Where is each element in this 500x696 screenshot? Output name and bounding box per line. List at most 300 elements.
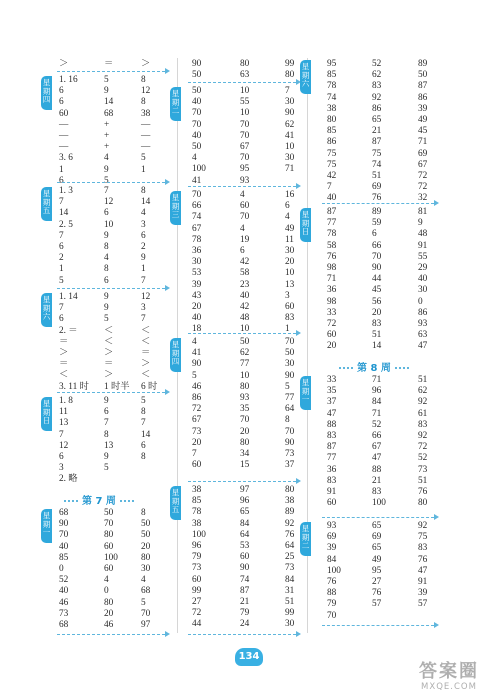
answer-cell: 1 <box>59 164 64 175</box>
answer-cell: 42 <box>327 171 337 181</box>
answer-cell: 53 <box>240 541 250 551</box>
answer-cell: 80 <box>240 437 250 448</box>
answer-cell: 83 <box>372 81 382 92</box>
answer-cell: 30 <box>285 97 295 108</box>
answer-cell: 84 <box>327 554 337 565</box>
answer-cell: 65 <box>240 507 250 518</box>
answer-cell: 67 <box>192 223 202 234</box>
answer-cell: 78 <box>192 234 202 245</box>
answer-row <box>0 585 500 599</box>
answer-cell: 90 <box>59 519 69 530</box>
answer-cell: 92 <box>418 521 428 531</box>
answer-cell: 1 时半 <box>104 381 130 392</box>
answer-cell: 11 <box>285 234 294 245</box>
weekday-tab: 星 期 二 <box>170 87 181 121</box>
answer-cell: 66 <box>372 240 382 251</box>
answer-cell: 68 <box>104 108 114 119</box>
answer-cell: — <box>141 131 151 141</box>
answer-cell: 62 <box>418 386 428 397</box>
answer-cell: 83 <box>418 543 428 554</box>
answer-cell: 96 <box>240 496 250 507</box>
answer-cell: 1. 8 <box>59 396 73 406</box>
answer-cell: 4 <box>104 153 109 164</box>
answer-cell: 80 <box>285 70 295 81</box>
answer-row <box>0 566 500 577</box>
answer-cell: 14 <box>59 208 69 219</box>
answer-cell: 59 <box>372 218 382 229</box>
answer-cell: 80 <box>104 597 114 608</box>
answer-cell: ＜ <box>59 370 69 381</box>
answer-cell: + <box>104 119 110 130</box>
answer-row <box>0 81 500 92</box>
answer-cell: 52 <box>372 419 382 430</box>
answer-cell: 30 <box>141 564 151 574</box>
answer-cell: — <box>59 131 69 141</box>
answer-cell: 3. 6 <box>59 153 73 164</box>
answer-cell: 70 <box>192 119 202 130</box>
weekday-tab: 星 期 三 <box>170 191 181 225</box>
answer-cell: 9 <box>104 452 109 462</box>
answer-cell: 34 <box>240 449 250 459</box>
answer-cell: 63 <box>240 70 250 81</box>
answer-row <box>0 341 500 352</box>
answer-cell: 38 <box>192 485 202 495</box>
answer-cell: — <box>141 119 151 130</box>
answer-cell: 60 <box>240 201 250 212</box>
answer-cell: 7 <box>59 429 64 440</box>
answer-row <box>0 330 500 341</box>
answer-cell: 6 <box>285 201 290 212</box>
answer-cell: 84 <box>285 574 295 585</box>
answer-cell: 71 <box>327 274 337 285</box>
answer-cell: 99 <box>285 608 295 619</box>
answer-cell: 68 <box>59 508 69 518</box>
answer-cell: 85 <box>327 70 337 81</box>
answer-cell: 40 <box>418 274 428 285</box>
answer-cell: 5 <box>104 463 109 474</box>
answer-cell: 7 <box>104 418 109 429</box>
answer-cell: 52 <box>418 453 428 464</box>
answer-cell: 6 <box>59 97 64 108</box>
answer-cell: 30 <box>285 246 295 256</box>
answer-cell: 96 <box>372 386 382 397</box>
answer-cell: 65 <box>372 115 382 125</box>
answer-cell: 50 <box>192 142 202 152</box>
answer-cell: 5 <box>104 75 109 85</box>
answer-cell: 78 <box>192 507 202 518</box>
answer-row <box>0 409 500 420</box>
answer-cell: 87 <box>372 137 382 148</box>
answer-cell: 24 <box>240 619 250 630</box>
answer-cell: — <box>141 142 151 153</box>
section-divider-arrow <box>322 517 434 518</box>
answer-cell: 71 <box>372 375 382 385</box>
answer-cell: 40 <box>192 97 202 108</box>
answer-cell: 6 <box>104 275 109 286</box>
answer-cell: 1. 3 <box>59 186 73 196</box>
answer-row <box>0 263 500 274</box>
answer-cell: 50 <box>418 70 428 81</box>
answer-cell: 70 <box>192 190 202 200</box>
answer-cell: 21 <box>240 597 250 607</box>
answer-cell: 8 <box>104 264 109 275</box>
answer-cell: 40 <box>240 290 250 301</box>
answer-cell: 93 <box>240 175 250 186</box>
answer-cell: 4 <box>141 208 146 219</box>
answer-cell: 42 <box>240 302 250 312</box>
answer-cell: 70 <box>327 610 337 621</box>
answer-cell: 6 <box>104 208 109 219</box>
answer-cell: 76 <box>327 251 337 262</box>
answer-cell: 1. 16 <box>59 75 78 85</box>
answer-cell: 76 <box>372 193 382 204</box>
answer-cell: 80 <box>240 381 250 392</box>
answer-cell: 10 <box>240 324 250 335</box>
answer-cell: 93 <box>327 521 337 531</box>
answer-cell: ＝ <box>104 59 114 69</box>
answer-cell: 4 <box>141 575 146 586</box>
answer-cell: 6 <box>59 86 64 97</box>
answer-cell: 45 <box>372 285 382 296</box>
answer-cell: ＝ <box>59 336 69 347</box>
answer-cell: 95 <box>240 164 250 175</box>
weekday-tab: 星 期 五 <box>170 486 181 520</box>
answer-cell: 80 <box>418 498 428 509</box>
section-divider-arrow <box>57 634 165 635</box>
weekday-tab: 星 期 六 <box>41 293 52 327</box>
answer-row <box>0 171 500 182</box>
answer-cell: 67 <box>192 415 202 426</box>
answer-row <box>0 218 500 229</box>
answer-row <box>0 375 500 386</box>
answer-cell: 11 <box>59 407 68 418</box>
weekday-tab: 星 期 六 <box>300 60 311 94</box>
answer-cell: 91 <box>418 577 428 587</box>
answer-cell: 87 <box>327 442 337 453</box>
weekday-tab: 星 期 一 <box>300 376 311 410</box>
answer-cell: 40 <box>59 541 69 552</box>
answer-cell: 38 <box>327 103 337 114</box>
answer-cell: 60 <box>240 552 250 563</box>
answer-cell: 73 <box>192 426 202 437</box>
answer-cell: 2. 略 <box>59 474 78 485</box>
answer-row <box>0 386 500 397</box>
answer-cell: 13 <box>59 418 69 429</box>
answer-cell: 5 <box>141 153 146 164</box>
answer-cell: 73 <box>59 608 69 619</box>
answer-cell: 30 <box>418 285 428 296</box>
answer-cell: 29 <box>418 263 428 273</box>
answer-cell: 0 <box>104 586 109 597</box>
answer-cell: 75 <box>418 532 428 543</box>
answer-cell: 72 <box>192 608 202 619</box>
answer-cell: 78 <box>327 229 337 240</box>
weekday-tab: 星 期 二 <box>300 522 311 556</box>
answer-cell: 18 <box>192 324 202 335</box>
answer-cell: 86 <box>418 307 428 318</box>
answer-cell: 67 <box>418 159 428 170</box>
answer-cell: 27 <box>192 597 202 607</box>
answer-cell: 6 <box>59 452 64 462</box>
answer-cell: 39 <box>418 103 428 114</box>
answer-cell: 9 <box>104 164 109 175</box>
answer-row <box>0 207 500 218</box>
answer-cell: 7 <box>192 449 197 459</box>
answer-cell: 53 <box>192 268 202 279</box>
answer-cell: 65 <box>372 521 382 531</box>
answer-cell: 95 <box>327 59 337 69</box>
answer-cell: 60 <box>285 302 295 312</box>
answer-cell: 93 <box>240 393 250 403</box>
answer-cell: 12 <box>141 86 151 97</box>
answer-row <box>0 465 500 476</box>
weekday-tab: 星 期 四 <box>41 76 52 110</box>
answer-cell: 70 <box>141 608 151 619</box>
answer-cell: 77 <box>327 453 337 464</box>
answer-cell: ＞ <box>59 59 69 69</box>
answer-cell: 5 <box>104 175 109 186</box>
answer-row <box>0 319 500 330</box>
answer-row <box>0 420 500 431</box>
answer-cell: 79 <box>327 599 337 610</box>
answer-cell: 80 <box>240 59 250 69</box>
answer-cell: 49 <box>285 223 295 234</box>
answer-cell: 100 <box>372 498 386 509</box>
answer-cell: 70 <box>285 426 295 437</box>
answer-cell: 60 <box>104 541 114 552</box>
answer-cell: 5 <box>59 275 64 286</box>
answer-cell: 72 <box>192 404 202 415</box>
answer-cell: 76 <box>418 487 428 497</box>
answer-cell: 9 <box>104 292 109 302</box>
answer-cell: ＜ <box>104 325 114 336</box>
answer-row <box>0 229 500 240</box>
answer-cell: 93 <box>418 319 428 329</box>
answer-cell: 10 <box>285 268 295 279</box>
answer-row <box>0 543 500 554</box>
answer-cell: 90 <box>285 437 295 448</box>
answer-cell: 92 <box>418 397 428 408</box>
answer-cell: 6 时 <box>141 381 158 392</box>
answer-cell: 68 <box>141 586 151 597</box>
answer-cell: 61 <box>418 408 428 419</box>
answer-cell: 4 <box>104 253 109 264</box>
answer-row <box>0 285 500 296</box>
answer-cell: 13 <box>285 279 295 290</box>
answer-cell: 46 <box>59 597 69 608</box>
answer-cell: 90 <box>192 59 202 69</box>
answer-cell: 49 <box>418 115 428 125</box>
answer-cell: 69 <box>372 532 382 543</box>
answer-cell: 8 <box>141 508 146 518</box>
answer-cell: 85 <box>327 126 337 137</box>
answer-cell: 9 <box>104 396 109 406</box>
answer-cell: 37 <box>285 460 295 471</box>
answer-row <box>0 104 500 115</box>
answer-cell: 56 <box>372 296 382 307</box>
answer-cell: 36 <box>192 246 202 256</box>
answer-cell: 40 <box>192 130 202 141</box>
answer-cell: 4 <box>240 223 245 234</box>
answer-cell: 3 <box>285 290 290 301</box>
answer-cell: 66 <box>372 431 382 441</box>
section-divider-arrow <box>322 625 434 626</box>
answer-cell: 72 <box>327 319 337 329</box>
answer-cell: 55 <box>240 97 250 108</box>
answer-cell: 40 <box>192 313 202 324</box>
answer-cell: 69 <box>372 182 382 193</box>
answer-cell: ＝ <box>59 359 69 370</box>
answer-cell: 88 <box>372 464 382 475</box>
answer-cell: 8 <box>141 97 146 108</box>
answer-cell: 7 <box>104 186 109 196</box>
answer-cell: 80 <box>285 485 295 495</box>
answer-cell: 12 <box>104 197 114 208</box>
answer-row <box>0 574 500 588</box>
answer-row <box>0 431 500 442</box>
answer-cell: 70 <box>104 519 114 530</box>
answer-cell: 67 <box>240 142 250 152</box>
answer-cell: 5 <box>104 314 109 325</box>
answer-cell: 92 <box>372 92 382 103</box>
answer-cell: 50 <box>192 86 202 96</box>
answer-cell: 71 <box>372 408 382 419</box>
answer-cell: 83 <box>418 419 428 430</box>
answer-cell: 10 <box>104 219 114 230</box>
answer-cell: 71 <box>285 164 295 175</box>
answer-cell: 73 <box>285 449 295 459</box>
answer-cell: 30 <box>192 257 202 268</box>
answer-cell: 60 <box>59 108 69 119</box>
weekday-tab: 星 期 日 <box>300 208 311 242</box>
answer-cell: 60 <box>192 574 202 585</box>
answer-cell: ＜ <box>141 325 151 336</box>
answer-cell: 47 <box>327 408 337 419</box>
answer-cell: 6 <box>240 246 245 256</box>
section-divider-arrow <box>188 634 296 635</box>
answer-cell: 36 <box>327 285 337 296</box>
answer-cell: 4 <box>240 190 245 200</box>
answer-cell: 10 <box>240 86 250 96</box>
answer-cell: 89 <box>372 207 382 217</box>
answer-cell: 70 <box>372 251 382 262</box>
answer-cell: 4 <box>192 337 197 347</box>
answer-cell: 68 <box>59 620 69 630</box>
answer-cell: 90 <box>285 108 295 119</box>
answer-cell: 92 <box>285 518 295 529</box>
answer-cell: 50 <box>240 337 250 347</box>
answer-cell: 14 <box>141 197 151 208</box>
answer-cell: 3 <box>141 303 146 314</box>
answer-cell: 8 <box>104 429 109 440</box>
answer-cell: 20 <box>285 257 295 268</box>
answer-cell: 6 <box>59 242 64 252</box>
answer-row <box>0 59 500 70</box>
answer-cell: 2 <box>59 253 64 264</box>
answer-cell: 80 <box>327 115 337 125</box>
answer-cell: 90 <box>285 370 295 381</box>
answer-cell: 58 <box>327 240 337 251</box>
answer-cell: 83 <box>372 487 382 497</box>
answer-cell: 44 <box>192 619 202 630</box>
answer-row <box>0 137 500 148</box>
answer-cell: 43 <box>192 290 202 301</box>
answer-cell: 70 <box>240 153 250 164</box>
answer-row <box>0 599 500 610</box>
answer-cell: 55 <box>418 251 428 262</box>
answer-cell: 90 <box>372 263 382 273</box>
answer-cell: 1. 14 <box>59 292 78 302</box>
answer-cell: ＝ <box>104 359 114 370</box>
answer-cell: 57 <box>372 599 382 610</box>
section-divider-arrow <box>322 203 434 204</box>
answer-cell: 40 <box>327 193 337 204</box>
answer-cell: 75 <box>327 148 337 159</box>
answer-cell: 3 <box>141 219 146 230</box>
answer-row <box>0 297 500 308</box>
answer-cell: 44 <box>372 274 382 285</box>
answer-cell: 76 <box>285 529 295 540</box>
answer-cell: 67 <box>372 442 382 453</box>
answer-cell: 47 <box>372 453 382 464</box>
answer-cell: 16 <box>285 190 295 200</box>
answer-cell: 90 <box>240 563 250 574</box>
answer-cell: 5 <box>192 370 197 381</box>
answer-cell: 8 <box>141 186 146 196</box>
answer-cell: 7 <box>59 197 64 208</box>
answer-row <box>0 160 500 171</box>
answer-cell: 45 <box>418 126 428 137</box>
answer-cell: 0 <box>418 296 423 307</box>
answer-cell: 9 <box>104 86 109 97</box>
answer-cell: 10 <box>240 108 250 119</box>
answer-row <box>0 359 500 370</box>
answer-cell: 9 <box>104 303 109 314</box>
answer-cell: 6 <box>59 175 64 186</box>
answer-cell: 64 <box>240 529 250 540</box>
answer-cell: 62 <box>285 119 295 130</box>
answer-cell: 7 <box>327 182 332 193</box>
answer-cell: 62 <box>240 348 250 359</box>
answer-cell: 41 <box>285 130 295 141</box>
answer-cell: 99 <box>192 585 202 596</box>
answer-row <box>0 608 500 622</box>
answer-cell: 51 <box>372 330 382 341</box>
answer-cell: 70 <box>240 415 250 426</box>
answer-cell: 79 <box>192 552 202 563</box>
answer-cell: 48 <box>240 313 250 324</box>
answer-cell: 76 <box>327 577 337 587</box>
answer-cell: 64 <box>285 404 295 415</box>
answer-cell: 62 <box>372 70 382 81</box>
answer-cell: 85 <box>192 496 202 507</box>
answer-cell: 39 <box>418 588 428 599</box>
answer-cell: 42 <box>240 257 250 268</box>
answer-cell: 20 <box>192 437 202 448</box>
answer-cell: 70 <box>285 337 295 347</box>
answer-cell: 5 <box>285 381 290 392</box>
answer-cell: 4 <box>192 153 197 164</box>
answer-cell: 30 <box>285 619 295 630</box>
answer-cell: 50 <box>104 508 114 518</box>
week-8-title: 第 8 周 <box>335 359 413 374</box>
answer-row <box>0 149 500 160</box>
answer-cell: 60 <box>327 330 337 341</box>
answer-cell: 8 <box>285 415 290 426</box>
answer-cell: 100 <box>192 164 206 175</box>
answer-cell: 5 <box>141 396 146 406</box>
answer-cell: 23 <box>240 279 250 290</box>
